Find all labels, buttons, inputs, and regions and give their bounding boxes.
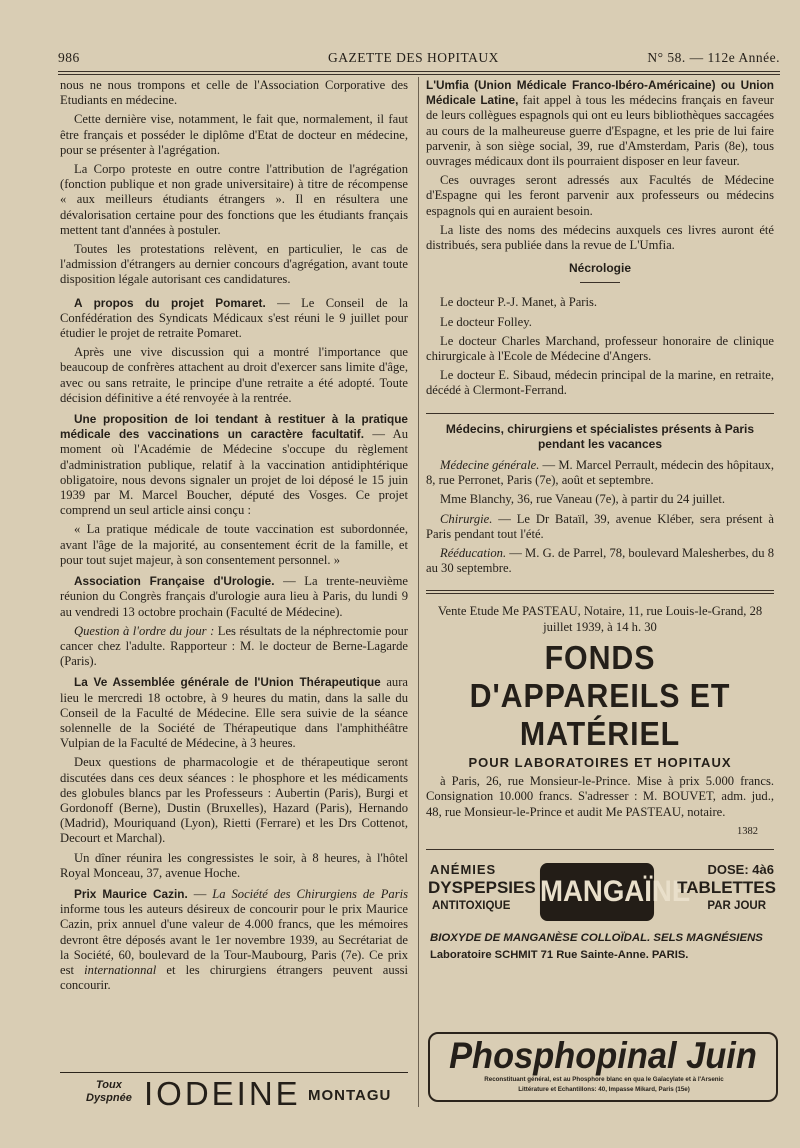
page-number: 986 <box>58 50 80 65</box>
ad-indication <box>86 1079 132 1105</box>
article-prix-cazin <box>60 887 408 993</box>
header-rule <box>58 71 780 72</box>
sale-notice: Vente Etude Me PASTEAU, Notaire, 11, rue Louis-le-Grand, 28 juillet 1939, à 14 h. 30 <box>437 604 763 634</box>
necro-item: Le docteur P.-J. Manet, à Paris. <box>440 295 598 310</box>
text: — Le Dr Bataïl, 39, avenue Kléber, sera présent à Paris pendant tout l'été. <box>426 511 774 541</box>
text: Les résultats de la néphrectomie pour cancer chez l'adulte. Rapporteur : M. le docteur de Berne-Lagarde (Paris). <box>60 623 408 669</box>
article-text: — La trente-neuvième réunion du Congrès français d'urologie aura lieu à Paris, du lundi 9 au vendredi 13 octobre prochain (Faculté de Médecine). <box>60 574 409 619</box>
text: — M. Marcel Perrault, médecin des hôpitaux, 8, rue Perronet, Paris (7e), août et septembre. <box>426 458 774 488</box>
ad-brand-logo: MANGAÏNE <box>540 863 654 921</box>
paragraph <box>60 624 408 670</box>
text: — <box>187 886 213 901</box>
label: Chirurgie. <box>440 511 493 526</box>
ad-tagline: Reconstituant général, est au Phosphore blanc en qua le Gaïacylate et à l'Arsenic <box>484 1076 724 1083</box>
article-heading: Une proposition de loi tendant à restituer à la pratique médicale des vaccinations un caractère facultatif. <box>60 412 408 442</box>
ad-address: Laboratoire SCHMIT 71 Rue Sainte-Anne. PARIS. <box>430 949 689 961</box>
article-umfia <box>426 78 774 169</box>
label: Rééducation. <box>440 546 507 561</box>
text: et les chirurgiens étrangers peuvent aussi concourir. <box>60 962 408 993</box>
divider <box>580 282 620 283</box>
paragraph: Cette dernière vise, notamment, le fait que, normalement, il faut être français et posséder le diplôme d'Etat de docteur en médecine, pour se présenter à l'agrégation. <box>60 112 408 157</box>
text: informe tous les auteurs désireux de concourir pour le prix Maurice Cazin, prix annuel d'une valeur de 4.000 francs, que les mémoires devront être déposés avant le 1er novembre 1939, au Secrétariat de la Société, 60, boulevard de la Tour-Maubourg, Paris (7e). Ce prix est <box>60 902 408 977</box>
article-heading: L'Umfia (Union Médicale Franco-Ibéro-Américaine) ou Union Médicale Latine, <box>426 78 774 108</box>
ad-mangaine <box>428 862 778 972</box>
paragraph: Ces ouvrages seront adressés aux Facultés de Médecine d'Espagne qui les feront parvenir aux professeurs ou médecins espagnols qui en auraient besoin. <box>426 173 774 218</box>
divider <box>426 413 774 414</box>
ad-tagline: BIOXYDE DE MANGANÈSE COLLOÏDAL. SELS MAGNÉSIENS <box>430 932 763 944</box>
article-pomaret <box>60 296 408 342</box>
ad-maker: MONTAGU <box>308 1087 392 1104</box>
ad-iodeine <box>60 1072 408 1113</box>
article-heading: Association Française d'Urologie. <box>74 574 275 589</box>
article-heading: Prix Maurice Cazin. <box>74 886 188 901</box>
paragraph: « La pratique médicale de toute vaccination est subordonnée, avant l'âge de la majorité, au consentement écrit de la famille, et pour tout sujet majeur, à son consentement personnel. » <box>60 522 408 567</box>
divider <box>426 590 774 591</box>
article-text: — Le Conseil de la Confédération des Syndicats Médicaux s'est réuni le 9 juillet pour étudier le projet de retraite Pomaret. <box>60 295 408 341</box>
label: Question à l'ordre du jour : <box>74 623 215 638</box>
paragraph: La liste des noms des médecins auxquels ces livres auront été distribués, sera publiée dans la revue de L'Umfia. <box>426 222 774 253</box>
article-urologie <box>60 574 408 620</box>
page-header <box>58 50 780 70</box>
ad-text: DYSPEPSIES <box>428 878 536 897</box>
article-heading: La Ve Assemblée générale de l'Union Thérapeutique <box>74 675 381 690</box>
divider <box>426 593 774 594</box>
ad-text: DOSE: 4à6 <box>707 862 774 877</box>
vac-entry: Mme Blanchy, 36, rue Vaneau (7e), à partir du 24 juillet. <box>440 492 726 507</box>
reference-number: 1382 <box>737 825 758 837</box>
divider <box>426 849 774 850</box>
article-vaccinations <box>60 412 408 518</box>
necro-item: Le docteur E. Sibaud, médecin principal de la marine, en retraite, décédé à Clermont-Ferrand. <box>426 368 774 398</box>
paragraph: Deux questions de pharmacologie et de thérapeutique seront discutées dans ces deux séances : le phosphore et les médicaments des globules blancs par les Professeurs : Aubertin (Paris), Burgi et Gordonoff (Berne), Dustin (Bruxelles), Hazard (Paris), Hernando (Madrid), Mouriquand (Lyon), Rietti (Ferrare) et les Drs Cottenot, Decourt et Marchal). <box>60 755 408 846</box>
section-title-vacances: Médecins, chirurgiens et spécialistes présents à Paris pendant les vacances <box>445 421 755 451</box>
left-column <box>60 78 408 997</box>
label: Médecine générale. <box>440 458 540 473</box>
vac-entry <box>426 546 774 576</box>
ad-brand-logo: IODEINE <box>144 1075 301 1112</box>
issue-number: N° 58. — 112e Année. <box>647 50 780 65</box>
ad-text: Toux Dyspnée <box>86 1079 132 1104</box>
sale-details: à Paris, 26, rue Monsieur-le-Prince. Mise à prix 5.000 francs. Consignation 10.000 francs. S'adresser : M. BOUVET, adm. jud., 48, rue Monsieur-le-Prince et audit Me PASTEAU, notaire. <box>426 774 774 819</box>
paragraph: nous ne nous trompons et celle de l'Association Corporative des Etudiants en médecine. <box>60 78 408 108</box>
paragraph: La Corpo proteste en outre contre l'attribution de l'agrégation (fonction publique et non grade universitaire) à titre de récompense « aux meilleurs étudiants étrangers ». Il en résultera une dévalorisation certaine pour des fonctions que les étudiants français mettent tant d'années à postuler. <box>60 162 408 237</box>
article-text: aura lieu le mercredi 18 octobre, à 9 heures du matin, dans la salle du Conseil de la Faculté de Médecine. Elle sera suivie de la séance solennelle de la Société de Thérapeutique dans l'amphithéâtre Vulpian de la Faculté de Médecine, à 3 heures. <box>60 675 408 751</box>
ad-text: ANÉMIES <box>430 862 497 877</box>
column-divider <box>418 77 419 1107</box>
necro-item: Le docteur Folley. <box>440 314 532 329</box>
text-italic: internationnal <box>84 962 157 977</box>
journal-title: GAZETTE DES HOPITAUX <box>328 50 499 65</box>
article-assemblee <box>60 675 408 751</box>
article-text: fait appel à tous les médecins français en faveur de leurs collègues espagnols qui ont eu leurs bibliothèques saccagées au cours de la malheureuse guerre d'Espagne, et les prie de lui faire parvenir, à son siège social, 39, rue d'Amsterdam, Paris (8e), tous ouvrages médicaux dont ils pourraient disposer en leur faveur. <box>426 93 774 169</box>
ad-text: ANTITOXIQUE <box>432 900 511 912</box>
right-column <box>426 78 774 858</box>
paragraph: Un dîner réunira les congressistes le soir, à 8 heures, à l'hôtel Royal Monceau, 37, avenue Hoche. <box>60 850 408 880</box>
article-text: — Au moment où l'Académie de Médecine s'occupe du règlement d'administration publique, relatif à la vaccination antidiphtérique obligatoire, nous devons signaler un projet de loi déposé le 15 juin 1939 par M. Marcel Boucher, député des Vosges. Ce projet comprend un seul article ainsi conçu : <box>60 427 409 518</box>
sale-title: FONDS D'APPAREILS ET MATÉRIEL <box>469 638 731 752</box>
text: — M. G. de Parrel, 78, boulevard Malesherbes, du 8 au 30 septembre. <box>426 546 774 576</box>
vac-entry <box>426 458 774 488</box>
paragraph: Toutes les protestations relèvent, en particulier, le cas de l'admission d'étrangers au dernier concours d'agrégation, avant toute disposition légale autorisant ces candidatures. <box>60 242 408 287</box>
ad-text: PAR JOUR <box>707 900 766 912</box>
paragraph: Après une vive discussion qui a montré l'importance que beaucoup de confrères attachent au droit d'exercer sans limite d'âge, avec ou sans retraite, le principe d'une retraite a été adopté. Toute décision définitive a été renvoyée à la rentrée. <box>60 345 408 405</box>
section-title-necrologie: Nécrologie <box>568 261 631 276</box>
ad-address: Littérature et Echantillons: 40, Impasse Mikard, Paris (15e) <box>518 1086 690 1093</box>
sale-subtitle: POUR LABORATOIRES ET HOPITAUX <box>468 754 732 770</box>
society-name: La Société des Chirurgiens de Paris <box>212 886 408 901</box>
article-heading: A propos du projet Pomaret. <box>74 295 266 310</box>
header-rule-double <box>58 74 780 75</box>
ad-text: TABLETTES <box>677 878 776 897</box>
necro-item: Le docteur Charles Marchand, professeur honoraire de clinique chirurgicale à l'Ecole de Médecine d'Angers. <box>426 333 774 364</box>
ad-phosphopinal <box>428 1032 778 1102</box>
vac-entry <box>426 512 774 542</box>
ad-brand-logo: Phosphopinal Juin <box>449 1035 757 1076</box>
